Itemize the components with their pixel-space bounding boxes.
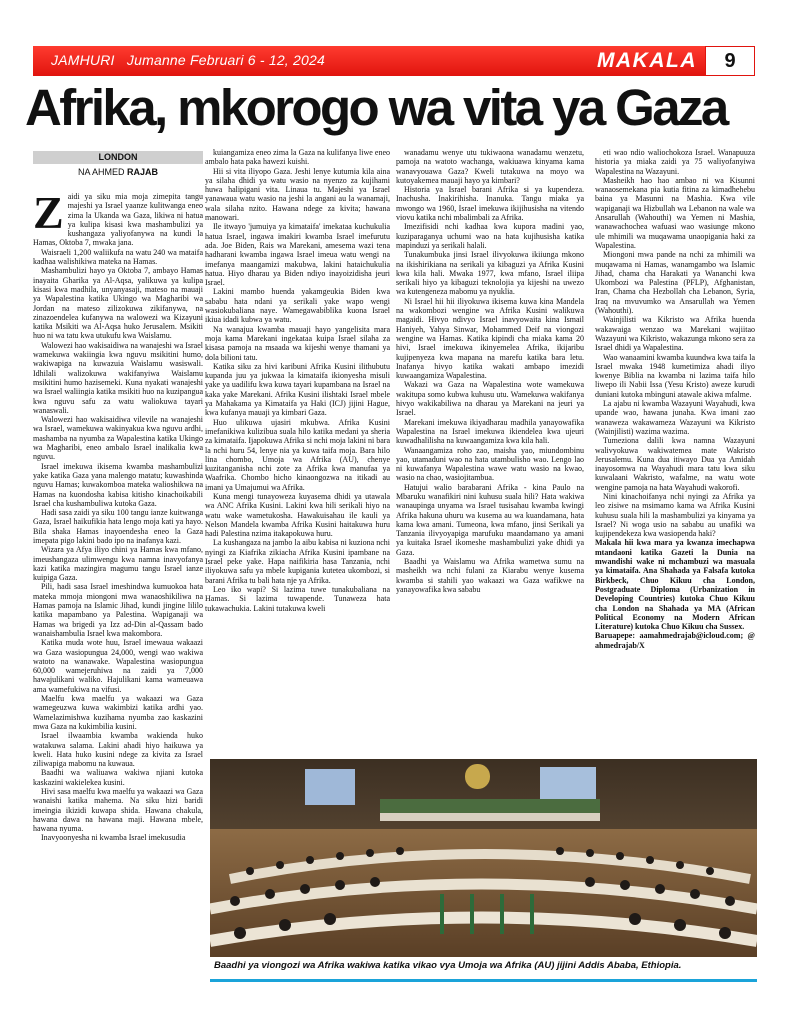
paragraph: Wakazi wa Gaza na Wapalestina wote wamekuwa wakitupa somo kubwa kuhusu utu. Wamekuwa wakifanya hivyo wakikabiliwa na dharau ya Marekani na jeuri ya Israel. bbox=[396, 380, 584, 418]
paragraph: Baadhi wa waliuawa wakiwa njiani kutoka kaskazini wakielekea kusini. bbox=[33, 768, 203, 787]
byline-prefix: NA AHMED bbox=[77, 167, 125, 177]
paragraph: Hadi sasa zaidi ya siku 100 tangu ianze kuitwanga Gaza, Israel haikufikia hata lengo moja kati ya hayo. Bila shaka Hamas inayoendesha eneo la Gaza imepata pigo lakini bado ipo na inafanya kazi. bbox=[33, 508, 203, 545]
section-label: MAKALA bbox=[597, 49, 697, 72]
paragraph: Lakini mambo huenda yakamgeukia Biden kwa sababu hata ndani ya serikali yake wapo wengi wasiokubaliana naye. Wamegawabiblika kuona Israel ikiua idadi kubwa ya watu. bbox=[205, 287, 390, 325]
paragraph: Baadhi ya Waislamu wa Afrika wametwa sumu na masheikh wa nchi fulani za Kiarabu wenye kusema kwamba si stahili yao wakaazi wa Gaza wafikwe na yanayowafika kwa sababu bbox=[396, 557, 584, 594]
paragraph: Inavyoonyesha ni kwamba Israel imekusudia bbox=[41, 833, 186, 843]
paragraph: Historia ya Israel barani Afrika si ya kupendeza. Inachusha. Inakirihisha. Inanuka. Tangu miaka ya mwongo wa 1960, Israel imekuwa ikijihusisha na vitendo viovu katika nchi mbalimbali za Afrika. bbox=[396, 185, 584, 223]
photo-caption: Baadhi ya viongozi wa Afrika wakiwa katika vikao vya Umoja wa Afrika (AU) jijini Addis Ababa, Ethiopia. bbox=[214, 960, 682, 971]
author-contact: Baruapepe: aamahmedrajab@icloud.com; @ ahmedrajab/X bbox=[595, 631, 755, 650]
paragraph: Imezifisidi nchi kadhaa kwa kupora madini yao, kuziparaganya uchumi wao na hata kujihusisha katika mapinduzi ya serikali halali. bbox=[396, 222, 584, 250]
summit-photo-illustration bbox=[210, 759, 757, 957]
paragraph: Israel ilwaambia kwamba wakienda huko watakuwa salama. Lakini ahadi hiyo haikuwa ya kweli. Hata huko kusini ndege za kivita za Israel ziliwapiga mabomu na kuwaua. bbox=[33, 731, 203, 769]
paragraph: Marekani imekuwa ikiyadharau madhila yanayowafika Wapalestina na Israel imekuwa ikiendelea kwa ujeuri kuwadhalilisha na kuwaangamiza kwa kila hali. bbox=[396, 417, 584, 446]
paragraph: La ajabu ni kwamba Wazayuni Wayahudi, kwa upande wao, hawana junaha. Kwa imani zao wanaweza wakawameza Wazayuni wa Kikristo (Wainjilisti) wazima wazima. bbox=[595, 399, 755, 436]
paragraph: Miongoni mwa pande na nchi za mhimili wa muqawama ni Hamas, wanamgambo wa Islamic Jihad, chama cha Harakati ya Wananchi kwa Ukombozi wa Palestina (PFLP), Afghanistan, Iran, Chama cha Hezbollah cha Lebanon, Syria, Iraq na mvuvumko wa Ansarullah wa Yemen (Wahouthi). bbox=[595, 250, 755, 316]
author-bio: Makala hii kwa mara ya kwanza imechapwa mtandaoni katika Gazeti la Dunia na mwandishi wake ni mchambuzi wa masuala ya kimataifa. Ana Shahada ya Falsafa kutoka Birkbeck, Chuo Kikuu cha London, Postgraduate Diploma (Urbanization in Developing Countries) kutoka Chuo Kikuu cha London na Shahada ya MA (African Political Economy na Modern African Literature) kutoka Chuo Kikuu cha Sussex. bbox=[595, 538, 755, 632]
paragraph: Wanaangamiza roho zao, maisha yao, miundombinu yao, utamaduni wao na hata utambulisho wao. Lengo lao ni kuwafanya Wapalestina wawe watu wasio na kwao, wasio na chao, wasiojitambua. bbox=[396, 445, 584, 483]
paragraph: Waisraeli 1,200 waliikufa na watu 240 wa mataifa kadhaa walishikiwa mateka na Hamas. bbox=[33, 247, 203, 267]
paragraph: Katika siku za hivi karibuni Afrika Kusini ilithubutu kupanda juu ya jukwaa la kimataifa ikionyesha misuli yake ya uadilifu kwa kuwa tayari kupambana na Israel na kaka yake Marekani. Afrika Kusini ilishtaki Israel mbele ya Mahakama ya Kimataifa ya Haki (ICJ) jijini Hague, kwa kufanya mauaji ya kimbari Gaza. bbox=[205, 361, 390, 418]
paragraph-text: aidi ya siku mia moja zimepita tangu majeshi ya Israel yaanze kulitwanga eneo zima la Ukanda wa Gaza, likiwa ni hatua ya kulipa kisasi kwa mashambulizi ya kushangaza yaliyofanywa na kundi la Hamas, Oktoba 7, mwaka jana. bbox=[33, 192, 203, 248]
paragraph: Pili, hadi sasa Israel imeshindwa kumuokoa hata mateka mmoja miongoni mwa wanaoshikiliwa na Hamas pamoja na Islamic Jihad, kundi jingine lililo katika mapambano ya Palestina. Wapiganaji wa Hamas wa brigedi ya Izz ad-Din al-Qassam bado wanaishambulia Israel kwa makombora. bbox=[33, 582, 203, 638]
footer-rule bbox=[210, 979, 757, 982]
paragraph: Nini kinachoifanya nchi nyingi za Afrika ya leo zisiwe na msimamo kama wa Afrika Kusini kuhusu suala hili la mashambulizi ya kinyama ya Israel? Ni woga usio na sababu au unafiki wa kujipendekeza kwa wasiopenda haki? bbox=[595, 491, 755, 539]
paragraph: Na wanajua kwamba mauaji hayo yangelisita mara moja kama Marekani ingekataa kuipa Israel silaha za kisasa pamoja na msaada wa kijeshi wenye thamani ya dola bilioni tatu. bbox=[205, 324, 390, 362]
article-column-4 bbox=[595, 148, 755, 713]
paragraph: Maelfu kwa maelfu ya wakaazi wa Gaza wamegeuzwa kuwa wakimbizi katika ardhi yao. Wamelazimishwa kuzihama nyumba zao kaskazini mwa Gaza na kukimbilia kusini. bbox=[33, 694, 203, 731]
issue-date: Jumanne Februari 6 - 12, 2024 bbox=[126, 52, 325, 68]
paragraph: Katika muda wote huu, Israel imewaua wakaazi wa Gaza wasiopungua 24,000, wengi wao wakiwa watoto na wanawake. Wapalestina wasiopungua 60,000 wamejeruhiwa na zaidi ya 7,000 hawajulikani waliko. Hajulikani kama wameuawa ama wamefukiwa na vifusi. bbox=[33, 638, 203, 694]
paragraph: kuiangamiza eneo zima la Gaza na kulifanya liwe eneo ambalo hata paka hawezi kuishi. bbox=[205, 148, 390, 167]
paragraph: Tunakumbuka jinsi Israel ilivyokuwa ikiiunga mkono na ikishirikiana na serikali ya kibaguzi ya Afrika Kusini kwa kila hali. Mwaka 1977, kwa mfano, Israel iliipa serikali hiyo ya kibaguzi teknolojia ya kijeshi na uwezo wa kutengeneza mabomu ya nyuklia. bbox=[396, 250, 584, 297]
paragraph: Wainjilisti wa Kikristo wa Afrika huenda wakawaiga wenzao wa Marekani wajiitao Wazayuni wa Kikristo, wakazunga mkono sera za Israel dhidi ya Wapalestina. bbox=[595, 315, 755, 353]
article-column-1 bbox=[33, 192, 203, 1000]
header-bar bbox=[33, 46, 755, 76]
dateline: LONDON bbox=[33, 151, 203, 164]
paragraph: Tumeziona dalili kwa namna Wazayuni walivyokuwa wakiwatemea mate Wakristo Jerusalemu. Kuna dua itiwayo Dua ya Amidah inayosomwa na Wayahudi mara tatu kwa siku kuwalaani Wakristo, wafalme, na watu wote wengine pamoja na hata Wayahudi wakorofi. bbox=[595, 436, 755, 492]
paragraph: Israel imekuwa ikisema kwamba mashambulizi yake katika Gaza yana malengo matatu; kuwashinda nguvu Hamas; kuwakomboa mateka walioshikwa na Hamas na kuondosha kabisa kitisho kinachoikabili Israel cha kushambuliwa kutoka Gaza. bbox=[33, 461, 203, 508]
paragraph: Masheikh hao hao ambao ni wa Kisunni wanaosemekana pia kutia fitina za kimadhehebu baina ya Masunni na Mashia. Kwa vile wapiganaji wa Hizbullah wa Lebanon na wale wa Ansarullah (Wahouthi) wa Yemen ni Mashia, wanawachochea wafuasi wao wasiunge mkono ule mhimili wa muqawama unaopigania haki za Wapalestina. bbox=[595, 175, 755, 250]
paragraph: Leo iko wapi? Si lazima tuwe tunakubaliana na Hamas. Si lazima tuwapende. Tunaweza hata tukawachukia. Lakini tutakuwa kweli bbox=[205, 584, 390, 613]
article-column-2 bbox=[205, 148, 390, 713]
byline bbox=[33, 167, 203, 177]
page-number: 9 bbox=[705, 46, 755, 76]
issue-meta bbox=[51, 52, 325, 68]
paragraph: wanadamu wenye utu tukiwaona wanadamu wenzetu, pamoja na watoto wachanga, wakiuawa kinyama kama wanavyouawa Gaza? Kweli tutakuwa na moyo wa kutoyakemea mauaji hayo ya kimbari? bbox=[396, 148, 584, 185]
paragraph: Walowezi hao wakisaidiwa vilevile na wanajeshi wa Israel, wamekuwa wakinyakua kwa nguvu ardhi, mashamba na nyumba za Wapalestina katika Ukingo wa Magharibi, eneo ambalo Israel inalikalia kwa nguvu. bbox=[33, 415, 203, 462]
paragraph: Huo ulikuwa ujasiri mkubwa. Afrika Kusini imefanikiwa kulizibua suala hilo katika medani ya sheria za kimataifa. Ijapokuwa Afrika si nchi moja lakini ni bara la nchi huru 54, lenye nia ya kuwa taifa moja. Bara hilo lina chombo, Umoja wa Afrika (AU), chenye kuzitanganisha nchi zote za Afrika kwa manufaa ya Waafrika. Chombo hicho kinaongozwa na itikadi au imani ya Umajumui wa Afrika. bbox=[205, 417, 390, 492]
paragraph: Ni Israel hii hii iliyokuwa ikisema kuwa kina Mandela na wakombozi wengine wa Afrika Kusini walikuwa magaidi. Hivyo ndivyo Israel inavyowaita kina Ismail Haniyeh, Yahya Sinwar, Mohammed Deif na viongozi wengine wa Hamas. Katika kipindi cha miaka kama 20 hivi, Israel imekuwa ikinyemelea Afrika, ikijaribu kujipenyeza kwa mapana na marefu katika bara letu. Inafanya hivyo katika wakati ambapo imezidi kuwaangamiza Wapalestina. bbox=[396, 296, 584, 381]
article-column-3 bbox=[396, 148, 584, 713]
dropcap: Z bbox=[33, 192, 64, 238]
paragraph: Wizara ya Afya iliyo chini ya Hamas kwa mfano, imeushangaza ulimwengu kwa namna inavyofanya kazi katika mazingira magumu tangu Israel ianze kuipiga Gaza. bbox=[33, 545, 203, 583]
byline-name: RAJAB bbox=[127, 167, 159, 177]
paragraph: Walowezi hao wakisaidiwa na wanajeshi wa Israel wamekuwa wakiingia kwa nguvu msikitini humo, wakiwapiga na kuwazuia Waislamu wasiswali. Idhilali walizokuwa wakifanyiwa Waislamu msikitini humo hazisemeki. Kuna nyakati wanajeshi wa Israel waliingia katika msikiti huo na kuzipangua kwa nguvu safu za watu waliokuwa tayari wanaswali. bbox=[33, 340, 203, 415]
paragraph: Mashambulizi hayo ya Oktoba 7, ambayo Hamas inayaita Gharika ya Al-Aqsa, yalikuwa ya kulipa kisasi kwa madhila, unyanyasaji, mateso na mauaji ya Wapalestina katika Ukingo wa Magharibi wa Jordan na mateso zilizokuwa zikifanywa, na zinazoendelea kufanywa na walowezi wa Kizayuni katika Msikiti wa Al-Aqsa huko Jerusalem. Msikiti huo ni wa tatu kwa utukufu kwa Waislamu. bbox=[33, 266, 203, 341]
paragraph: Hii si vita iliyopo Gaza. Jeshi lenye kutumia kila aina ya silaha dhidi ya watu wasio na nyenzo za kujihami huwa halipigani vita. Linaua tu. Majeshi ya Israel yanawaua watu wasio na jeshi la angani au la wanamaji, wala silaha nzito. Hawana ndege za kivita; hawana manowari. bbox=[205, 166, 390, 223]
paragraph: Hivi sasa maelfu kwa maelfu ya wakaazi wa Gaza wanaishi katika mahema. Na siku hizi baridi imeingia ikizidi kuwapa shida. Hawana chakula, hawana dawa na hawana maji. Hawana mbele, hawana nyuma. bbox=[33, 787, 203, 834]
paragraph: Ile itwayo 'jumuiya ya kimataifa' imekataa kuchukulia hatua Israel, ingawa imakiri kwamba Israel imefurutu ada. Joe Biden, Rais wa Marekani, amesema wazi tena hadharani kwamba ingawa Israel imeua watu wengi na imefanya maangamizi makubwa, lakini hataichukulia hatua. Hiyo dharau ya Biden ndiyo inayoizidisha jeuri Israel. bbox=[205, 222, 390, 288]
publication-name: JAMHURI bbox=[51, 52, 115, 68]
summit-photo bbox=[210, 759, 757, 957]
paragraph bbox=[33, 192, 203, 248]
paragraph: Hatujui walio barabarani Afrika - kina Paulo na Mbaruku wanafikiri nini kuhusu suala hili? Hata wakiwa wanaupinga unyama wa Israel tusisahau kwamba kwingi Afrika hakuna uhuru wa kusema au wa kuandamana, hata kama kwa amani. Tumeona, kwa mfano, jinsi Serikali ya Tanzania ilivyoyapiga marufuku maandamano ya amani ya kuitaka Israel ikomeshe mashambulizi yake dhidi ya Gaza. bbox=[396, 482, 584, 557]
paragraph: Kuna mengi tunayoweza kuyasema dhidi ya utawala wa ANC Afrika Kusini. Lakini kwa hili serikali hiyo na watu wake wametukosha. Hawakuisahau ile kauli ya Nelson Mandela kwamba Afrika Kusini haitakuwa huru hadi Palestina nzima itakapokuwa huru. bbox=[205, 491, 390, 539]
headline: Afrika, mkorogo wa vita ya Gaza bbox=[25, 79, 727, 136]
paragraph: eti wao ndio waliochokoza Israel. Wanapuuza historia ya miaka zaidi ya 75 waliyofanyiwa Wapalestina na Wazayuni. bbox=[595, 148, 755, 176]
paragraph: Wao wanaamini kwamba kuundwa kwa taifa la Israel mwaka 1948 kumetimiza ahadi iliyo kwenye Biblia na kwamba ni lazima taifa hilo liwepo ili Nabii Issa (Yesu Kristo) aweze kurudi duniani kutoka mbinguni atawale akiwa mfalme. bbox=[595, 352, 755, 399]
paragraph: La kushangaza na jambo la aibu kabisa ni kuziona nchi nyingi za Kiafrika zikiacha Afrika Kusini ipambane na Israel peke yake. Hapa naifikiria hasa Tanzania, nchi iliyokuwa safu ya mbele kupigania kutetea ukombozi, si barani Afrika tu bali hata nje ya Afrika. bbox=[205, 538, 390, 585]
